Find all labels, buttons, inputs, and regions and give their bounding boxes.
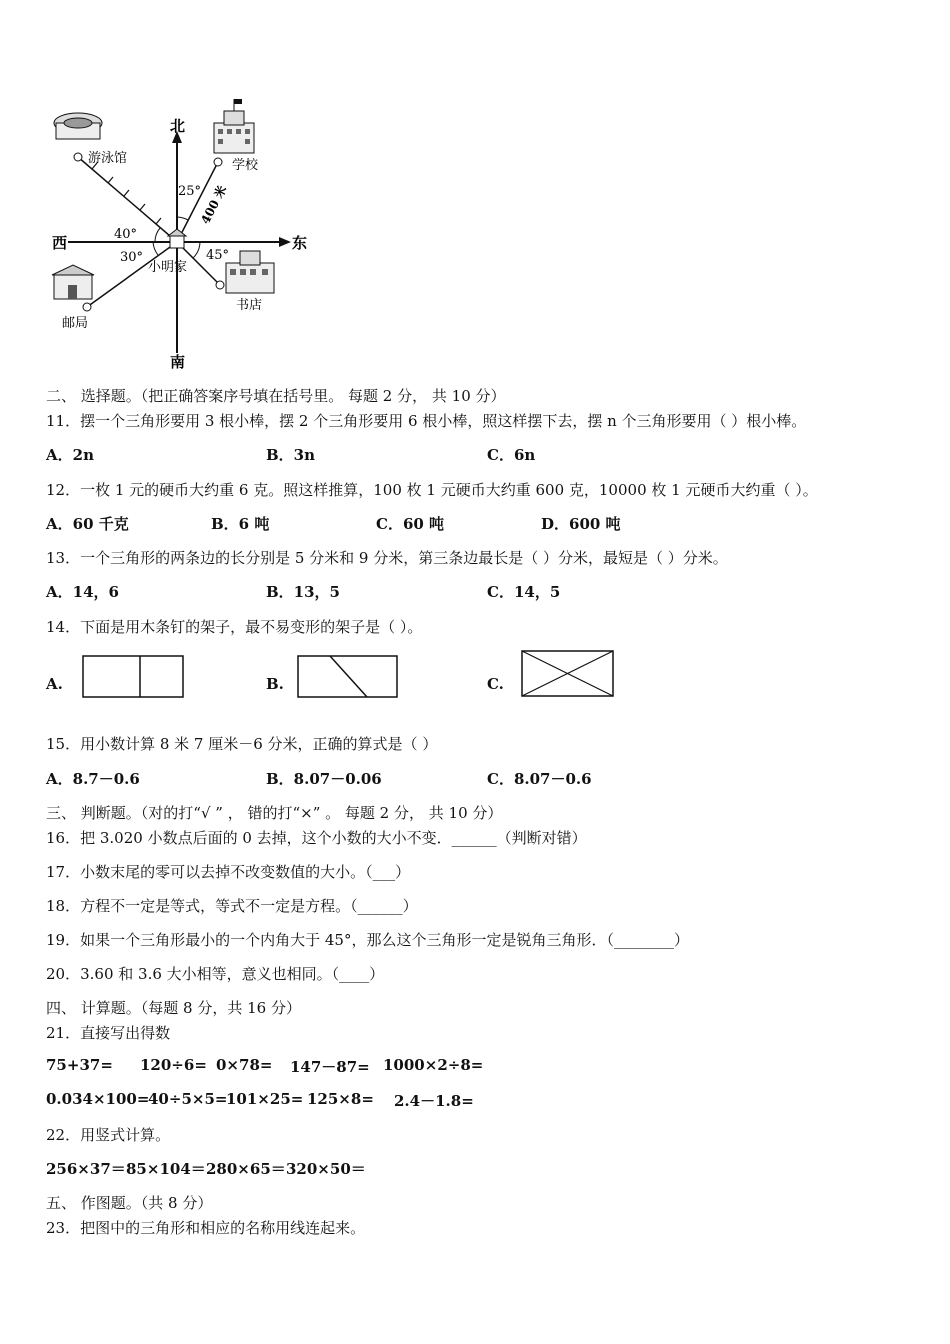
swimming-pool-label: 游泳馆: [88, 151, 128, 166]
q22-item: 280×65＝: [206, 1160, 286, 1178]
q21-item: 147－87=: [290, 1058, 370, 1076]
q20-text: 20．3.60 和 3.6 大小相等，意义也相同。（____）: [46, 965, 385, 983]
q19-text: 19．如果一个三角形最小的一个内角大于 45°，那么这个三角形一定是锐角三角形．（________）: [46, 931, 689, 949]
q21-item: 101×25=: [226, 1090, 304, 1108]
q13-option-c: C．14，5: [487, 583, 561, 601]
q15-text: 15．用小数计算 8 米 7 厘米－6 分米，正确的算式是（ ）: [46, 735, 438, 753]
q21-item: 2.4－1.8=: [394, 1092, 474, 1110]
q21-item: 125×8=: [307, 1090, 374, 1108]
angle-25-label: 25°: [178, 184, 202, 199]
swimming-pool-icon: [54, 113, 102, 139]
west-label: 西: [52, 234, 68, 252]
q15-option-a: A．8.7－0.6: [46, 770, 140, 788]
q12-option-a: A．60 千克: [46, 515, 129, 533]
q14-text: 14．下面是用木条钉的架子，最不易变形的架子是（ ）。: [46, 618, 423, 636]
q23-text: 23．把图中的三角形和相应的名称用线连起来。: [46, 1219, 366, 1237]
q21-text: 21．直接写出得数: [46, 1024, 171, 1042]
q12-option-b: B．6 吨: [211, 515, 270, 533]
q15-option-b: B．8.07－0.06: [266, 770, 382, 788]
q13-text: 13．一个三角形的两条边的长分别是 5 分米和 9 分米，第三条边最长是（ ）分米，最短是（ ）分米。: [46, 549, 728, 567]
q14-option-c: C.: [487, 675, 504, 693]
q22-item: 320×50＝: [286, 1160, 366, 1178]
q22-item: 85×104＝: [126, 1160, 206, 1178]
frame-b-figure: [297, 655, 401, 699]
angle-30-label: 30°: [120, 250, 144, 265]
home-label: 小明家: [148, 260, 188, 275]
section3-title: 三、 判断题。（对的打“√ ” ， 错的打“×” 。 每题 2 分， 共 10 分）: [46, 804, 503, 822]
q14-option-b: B.: [266, 675, 284, 693]
q15-option-c: C．8.07－0.6: [487, 770, 592, 788]
q21-item: 120÷6=: [140, 1056, 207, 1074]
q21-item: 40÷5×5=: [148, 1090, 228, 1108]
q21-item: 1000×2÷8=: [383, 1056, 484, 1074]
angle-40-label: 40°: [114, 227, 138, 242]
bookstore-label: 书店: [236, 298, 263, 313]
distance-label: 400 米: [198, 183, 230, 227]
post-office-icon: [52, 265, 94, 299]
north-label: 北: [170, 117, 186, 135]
q21-item: 0.034×100=: [46, 1090, 150, 1108]
direction-map: [40, 95, 330, 375]
q17-text: 17．小数末尾的零可以去掉不改变数值的大小。（___）: [46, 863, 411, 881]
q11-option-a: A．2n: [46, 446, 94, 464]
south-label: 南: [170, 353, 186, 371]
section2-title: 二、 选择题。（把正确答案序号填在括号里。 每题 2 分， 共 10 分）: [46, 387, 506, 405]
q22-item: 256×37＝: [46, 1160, 126, 1178]
q13-option-a: A．14，6: [46, 583, 119, 601]
q14-option-a: A.: [46, 675, 63, 693]
frame-c-figure: [521, 650, 615, 698]
post-office-label: 邮局: [62, 316, 89, 331]
home-icon: [168, 229, 186, 248]
q12-option-d: D．600 吨: [541, 515, 621, 533]
q12-option-c: C．60 吨: [376, 515, 445, 533]
q13-option-b: B．13，5: [266, 583, 340, 601]
q12-text: 12．一枚 1 元的硬币大约重 6 克。照这样推算，100 枚 1 元硬币大约重 600 克，10000 枚 1 元硬币大约重（ ）。: [46, 481, 818, 499]
frame-a-figure: [82, 655, 186, 699]
school-label: 学校: [232, 158, 259, 173]
q11-option-b: B．3n: [266, 446, 316, 464]
angle-45-label: 45°: [206, 248, 230, 263]
section5-title: 五、 作图题。（共 8 分）: [46, 1194, 213, 1212]
q16-text: 16．把 3.020 小数点后面的 0 去掉，这个小数的大小不变．______（判断对错）: [46, 829, 587, 847]
q21-item: 75+37=: [46, 1056, 113, 1074]
bookstore-icon: [226, 251, 274, 293]
q11-option-c: C．6n: [487, 446, 536, 464]
q18-text: 18．方程不一定是等式，等式不一定是方程。（______）: [46, 897, 418, 915]
q22-text: 22．用竖式计算。: [46, 1126, 171, 1144]
section4-title: 四、 计算题。（每题 8 分，共 16 分）: [46, 999, 301, 1017]
q11-text: 11．摆一个三角形要用 3 根小棒，摆 2 个三角形要用 6 根小棒，照这样摆下去，摆 n 个三角形要用（ ）根小棒。: [46, 412, 807, 430]
q21-item: 0×78=: [216, 1056, 273, 1074]
east-label: 东: [292, 234, 308, 252]
school-icon: [214, 99, 254, 153]
